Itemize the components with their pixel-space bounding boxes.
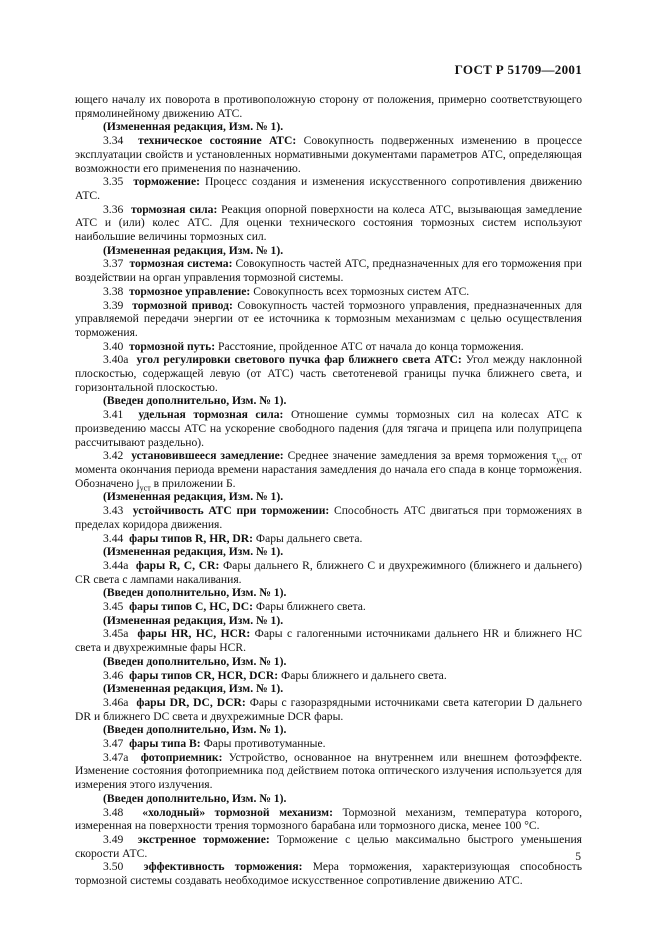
term-name: тормозной привод: [132,298,233,312]
definition-text: Фары дальнего R, ближнего C и двухрежимного (ближнего и дальнего) CR света с лампами накаливания. [75,558,582,586]
definition-text: Реакция опорной поверхности на колеса АТС, вызывающая замедление АТС и (или) колес АТС. Для оценки технического состояния тормозных систем используют наибольшие величины тормозных сил. [75,202,582,244]
term-definition [75,559,582,586]
term-definition [75,696,582,723]
definition-text: Фары с газоразрядными источниками света категории D дальнего DR и ближнего DC света и двухрежимные DCR фары. [75,695,583,723]
term-definition [75,408,582,449]
amendment-text: (Измененная редакция, Изм. № 1). [103,243,284,257]
clause-number: 3.49 [103,832,124,846]
amendment-note [75,120,582,134]
term-definition [75,833,582,860]
definition-text: от момента окончания периода времени нарастания замедления до начала его спада в конце торможения. Обозначено j [75,449,583,490]
amendment-note [75,682,582,696]
clause-number: 3.47а [103,750,129,764]
amendment-text: (Измененная редакция, Изм. № 1). [103,545,284,559]
term-definition [75,627,582,654]
amendment-text: (Введен дополнительно, Изм. № 1). [103,586,287,600]
term-name: фары типа B: [129,737,201,751]
amendment-text: (Измененная редакция, Изм. № 1). [103,490,284,504]
clause-number: 3.34 [103,134,124,148]
clause-number: 3.35 [103,175,124,189]
definition-text: Среднее значение замедления за время торможения τ [287,449,557,463]
term-definition [75,257,582,284]
term-definition [75,299,582,340]
term-name: эффективность торможения: [143,860,303,874]
amendment-note [75,792,582,806]
term-definition [75,600,582,614]
term-name: фары типов C, HC, DC: [129,600,253,614]
definition-text: Способность АТС двигаться при торможениях в пределах коридора движения. [75,504,582,531]
amendment-text: (Введен дополнительно, Изм. № 1). [103,723,287,737]
clause-number: 3.44а [103,558,129,572]
term-name: удельная тормозная сила: [138,408,284,422]
term-definition [75,504,582,531]
amendment-text: (Измененная редакция, Изм. № 1). [103,120,284,134]
clause-number: 3.46 [103,668,124,682]
clause-number: 3.48 [103,805,124,819]
term-name: «холодный» тормозной механизм: [142,805,333,819]
term-name: тормозной путь: [129,339,216,353]
term-name: фары типов CR, HCR, DCR: [129,668,279,682]
term-definition [75,860,582,887]
term-name: фотоприемник: [140,750,223,764]
clause-number: 3.45 [103,600,124,614]
clause-number: 3.43 [103,504,124,518]
definition-text: Торможение с целью максимально быстрого уменьшения скорости АТС. [75,832,582,860]
clause-number: 3.41 [103,408,124,422]
term-name: фары DR, DC, DCR: [136,695,246,709]
page-number: 5 [575,850,581,863]
term-definition [75,737,582,751]
term-name: тормозная сила: [130,202,218,216]
clause-number: 3.36 [103,202,124,216]
clause-number: 3.46а [103,695,129,709]
clause-number: 3.47 [103,737,124,751]
paragraph-continuation [75,93,582,120]
definition-text: Совокупность подверженных изменению в процессе эксплуатации свойств и установленных нормативными документами параметров АТС, определяющая возможности его применения по назначению. [75,134,583,175]
term-name: фары R, C, CR: [135,558,220,572]
term-name: устойчивость АТС при торможении: [132,504,330,518]
term-definition [75,449,582,490]
amendment-text: (Введен дополнительно, Изм. № 1). [103,394,287,408]
clause-number: 3.50 [103,860,124,874]
term-definition [75,175,582,202]
term-definition [75,134,582,175]
amendment-text: (Измененная редакция, Изм. № 1). [103,613,284,627]
definition-text: Фары дальнего света. [255,531,363,545]
term-name: экстренное торможение: [137,832,270,846]
clause-number: 3.39 [103,298,124,312]
definition-text: Отношение суммы тормозных сил на колесах АТС к произведению массы АТС на ускорение свободного падения (для тягача и прицепа или полуприцепа рассчитывают раздельно). [75,408,583,449]
definition-text: Фары ближнего света. [255,600,366,614]
definition-text: Тормозной механизм, температура которого, измеренная на поверхности трения тормозного барабана или тормозного диска, менее 100 °С. [75,805,582,833]
definition-text: ющего началу их поворота в противоположную сторону от положения, примерно соответствующего прямолинейному движению АТС. [75,93,582,120]
definition-text: Расстояние, пройденное АТС от начала до конца торможения. [218,339,524,353]
amendment-note [75,655,582,669]
term-definition [75,340,582,354]
clause-number: 3.40 [103,339,124,353]
term-definition [75,806,582,833]
term-name: угол регулировки светового пучка фар ближнего света АТС: [136,353,462,367]
definition-text: Мера торможения, характеризующая способность тормозной системы создавать необходимое искусственное сопротивление движению АТС. [75,860,582,888]
amendment-note [75,490,582,504]
term-definition [75,532,582,546]
definition-text: в приложении Б. [150,476,236,490]
amendment-text: (Введен дополнительно, Изм. № 1). [103,791,287,805]
document-header: ГОСТ Р 51709—2001 [454,62,582,77]
clause-number: 3.44 [103,531,124,545]
amendment-note [75,545,582,559]
amendment-note [75,244,582,258]
definition-text: Процесс создания и изменения искусственного сопротивления движению АТС. [75,175,583,202]
clause-number: 3.45а [103,627,129,641]
definition-text: Устройство, основанное на внутреннем или внешнем фотоэффекте. Изменение состояния фотоприемника под действием потока оптического излучения используется для измерения этого излучения. [75,750,583,792]
definition-text: Совокупность частей тормозного управления, предназначенных для управляемой передачи энергии от ее источника к тормозным механизмам с целью осуществления торможения. [75,298,583,339]
amendment-text: (Измененная редакция, Изм. № 1). [103,682,284,696]
term-name: фары типов R, HR, DR: [129,531,253,545]
definition-text: Совокупность всех тормозных систем АТС. [253,284,470,298]
term-definition [75,203,582,244]
amendment-note [75,394,582,408]
amendment-note [75,614,582,628]
definition-text: Фары противотуманные. [203,737,326,751]
clause-number: 3.38 [103,284,124,298]
term-name: техническое состояние АТС: [138,134,297,148]
definition-text: Фары ближнего и дальнего света. [281,668,447,682]
amendment-note [75,723,582,737]
term-definition [75,353,582,394]
subscript: уст [556,455,568,465]
term-name: торможение: [133,175,200,189]
term-name: тормозная система: [129,257,233,271]
document-body [75,93,582,888]
amendment-note [75,586,582,600]
definition-text: Угол между наклонной плоскостью, содержащей левую (от АТС) часть светотеневой границы пучка ближнего света, и горизонтальной плоскостью. [75,353,583,394]
term-name: тормозное управление: [129,284,251,298]
definition-text: Фары с галогенными источниками дальнего HR и ближнего HC света и двухрежимные фары HCR. [75,627,582,655]
term-definition [75,669,582,683]
clause-number: 3.42 [103,449,124,463]
term-definition [75,751,582,792]
clause-number: 3.37 [103,257,124,271]
amendment-text: (Введен дополнительно, Изм. № 1). [103,654,287,668]
term-name: установившееся замедление: [131,449,284,463]
term-name: фары HR, HC, HCR: [137,627,251,641]
clause-number: 3.40а [103,353,129,367]
subscript: уст [139,483,151,492]
term-definition [75,285,582,299]
definition-text: Совокупность частей АТС, предназначенных для его торможения при воздействии на орган управления тормозной системы. [75,257,582,285]
